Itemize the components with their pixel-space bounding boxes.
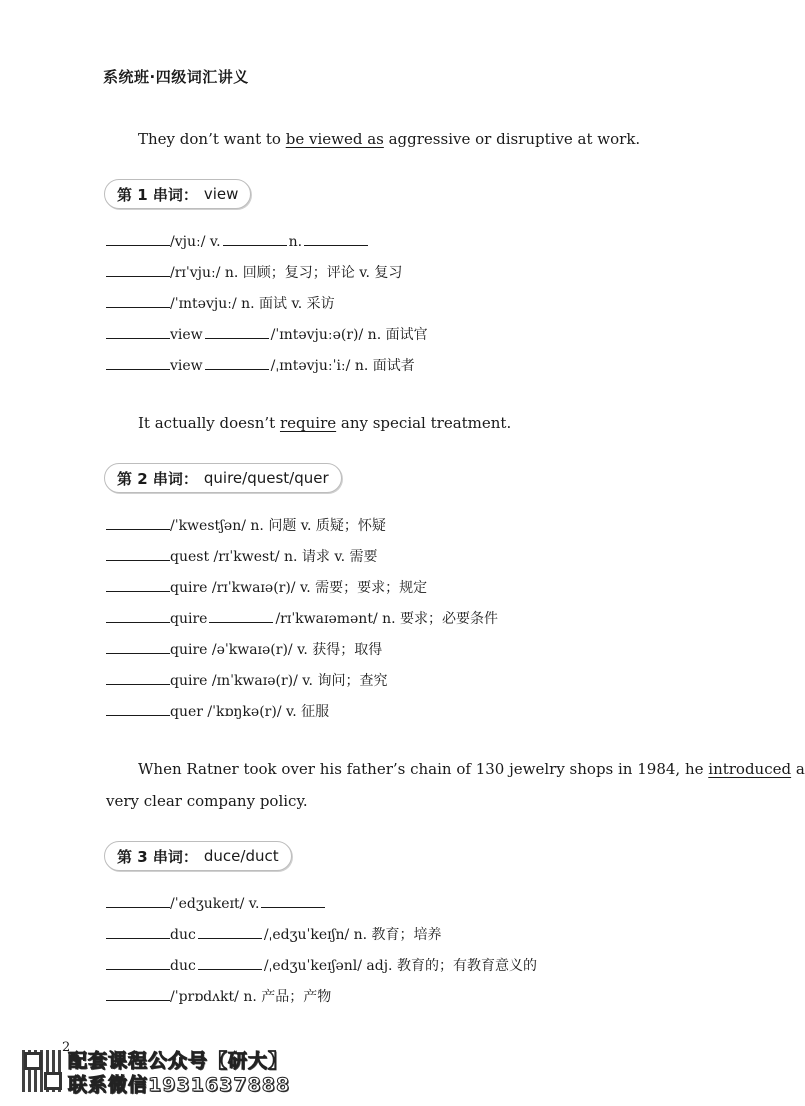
answer-blank[interactable] bbox=[198, 924, 262, 939]
answer-blank[interactable] bbox=[205, 324, 269, 339]
word-group-label: 第 3 串词： bbox=[117, 847, 198, 866]
vocab-row: quire /ɪnˈkwaɪə(r)/ v. 询问；查究 bbox=[106, 670, 387, 690]
highlighted-phrase: introduced bbox=[708, 760, 792, 778]
vocab-row: quire /rɪˈkwaɪə(r)/ v. 需要；要求；规定 bbox=[106, 577, 427, 597]
word-group-label: 第 1 串词： bbox=[117, 185, 198, 204]
example-sentence-3: When Ratner took over his father’s chain of 130 jewelry shops in 1984, he introduced a bbox=[138, 760, 805, 778]
answer-blank[interactable] bbox=[106, 355, 170, 370]
vocab-row: duc /ˌedʒuˈkeɪʃn/ n. 教育；培养 bbox=[106, 924, 442, 944]
answer-blank[interactable] bbox=[106, 293, 170, 308]
vocab-row: quire /rɪˈkwaɪəmənt/ n. 要求；必要条件 bbox=[106, 608, 498, 628]
answer-blank[interactable] bbox=[198, 955, 262, 970]
answer-blank[interactable] bbox=[106, 515, 170, 530]
answer-blank[interactable] bbox=[106, 324, 170, 339]
word-group-root: quire/quest/quer bbox=[203, 469, 329, 487]
word-group-tag-1 bbox=[104, 179, 251, 209]
qr-code-icon bbox=[22, 1050, 64, 1092]
vocab-row: quire /əˈkwaɪə(r)/ v. 获得；取得 bbox=[106, 639, 382, 659]
footer-watermark bbox=[22, 1040, 322, 1096]
vocab-row: quer /ˈkɒŋkə(r)/ v. 征服 bbox=[106, 701, 329, 721]
example-sentence-2: It actually doesn’t require any special treatment. bbox=[138, 414, 512, 432]
answer-blank[interactable] bbox=[106, 955, 170, 970]
promo-line-1: 配套课程公众号【研大】 bbox=[68, 1050, 289, 1072]
vocab-row: /vjuː/ v. n. bbox=[106, 231, 370, 251]
vocab-row: duc /ˌedʒuˈkeɪʃənl/ adj. 教育的；有教育意义的 bbox=[106, 955, 537, 975]
vocab-row: quest /rɪˈkwest/ n. 请求 v. 需要 bbox=[106, 546, 378, 566]
highlighted-phrase: be viewed as bbox=[285, 130, 384, 148]
answer-blank[interactable] bbox=[106, 986, 170, 1001]
page-header: 系统班·四级词汇讲义 bbox=[103, 68, 249, 86]
word-group-root: duce/duct bbox=[203, 847, 279, 865]
answer-blank[interactable] bbox=[106, 577, 170, 592]
answer-blank[interactable] bbox=[106, 893, 170, 908]
word-group-label: 第 2 串词： bbox=[117, 469, 198, 488]
highlighted-phrase: require bbox=[279, 414, 337, 432]
page-number: 2 bbox=[62, 1040, 71, 1055]
answer-blank[interactable] bbox=[106, 924, 170, 939]
promo-line-2: 联系微信1931637888 bbox=[68, 1074, 291, 1096]
answer-blank[interactable] bbox=[106, 546, 170, 561]
vocab-row: view /ˈɪntəvjuːə(r)/ n. 面试官 bbox=[106, 324, 428, 344]
vocab-row: /rɪˈvjuː/ n. 回顾；复习；评论 v. 复习 bbox=[106, 262, 402, 282]
answer-blank[interactable] bbox=[106, 639, 170, 654]
vocab-row: /ˈprɒdʌkt/ n. 产品；产物 bbox=[106, 986, 331, 1006]
vocab-row: view /ˌɪntəvjuːˈiː/ n. 面试者 bbox=[106, 355, 415, 375]
answer-blank[interactable] bbox=[209, 608, 273, 623]
example-sentence-1: They don’t want to be viewed as aggressive or disruptive at work. bbox=[138, 130, 641, 148]
answer-blank[interactable] bbox=[223, 231, 287, 246]
answer-blank[interactable] bbox=[261, 893, 325, 908]
answer-blank[interactable] bbox=[106, 701, 170, 716]
answer-blank[interactable] bbox=[106, 670, 170, 685]
example-sentence-3-continued: very clear company policy. bbox=[106, 792, 308, 810]
answer-blank[interactable] bbox=[304, 231, 368, 246]
vocab-row: /ˈedʒukeɪt/ v. bbox=[106, 893, 327, 913]
answer-blank[interactable] bbox=[106, 608, 170, 623]
word-group-tag-2 bbox=[104, 463, 342, 493]
vocab-row: /ˈkwestʃən/ n. 问题 v. 质疑；怀疑 bbox=[106, 515, 386, 535]
word-group-tag-3 bbox=[104, 841, 292, 871]
answer-blank[interactable] bbox=[205, 355, 269, 370]
answer-blank[interactable] bbox=[106, 262, 170, 277]
word-group-root: view bbox=[203, 185, 239, 203]
vocab-row: /ˈɪntəvjuː/ n. 面试 v. 采访 bbox=[106, 293, 335, 313]
answer-blank[interactable] bbox=[106, 231, 170, 246]
